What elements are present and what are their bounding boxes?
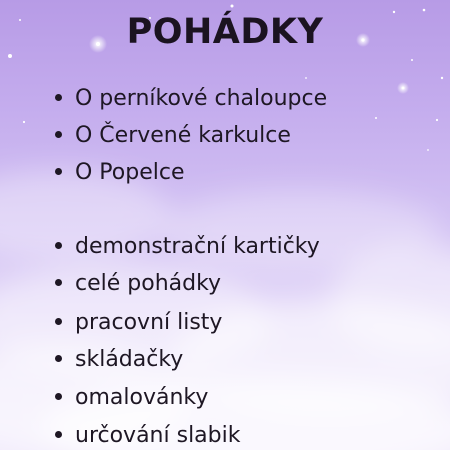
list-item-label: O Červené karkulce xyxy=(75,123,291,148)
bullet-icon xyxy=(55,393,62,400)
list-item-label: určování slabik xyxy=(75,423,241,448)
list-item xyxy=(55,423,240,449)
list-item-label: O perníkové chaloupce xyxy=(75,86,328,111)
bullet-icon xyxy=(55,355,62,362)
list-item xyxy=(55,385,208,411)
list-item-label: demonstrační kartičky xyxy=(75,234,320,259)
bullet-icon xyxy=(55,94,62,101)
page-title: POHÁDKY xyxy=(126,12,324,52)
bullet-icon xyxy=(55,318,62,325)
bullet-icon xyxy=(55,431,62,438)
list-item-label: skládačky xyxy=(75,347,184,372)
list-item xyxy=(55,123,291,149)
bullet-icon xyxy=(55,131,62,138)
list-item-label: pracovní listy xyxy=(75,310,223,335)
list-item xyxy=(55,310,222,336)
list-item xyxy=(55,347,183,373)
list-item xyxy=(55,271,221,297)
list-item-label: celé pohádky xyxy=(75,271,222,296)
list-item-label: O Popelce xyxy=(75,160,185,185)
list-item xyxy=(55,86,327,112)
bullet-icon xyxy=(55,242,62,249)
list-item xyxy=(55,160,185,186)
bullet-icon xyxy=(55,168,62,175)
list-item-label: omalovánky xyxy=(75,385,209,410)
list-item xyxy=(55,234,320,260)
bullet-icon xyxy=(55,279,62,286)
